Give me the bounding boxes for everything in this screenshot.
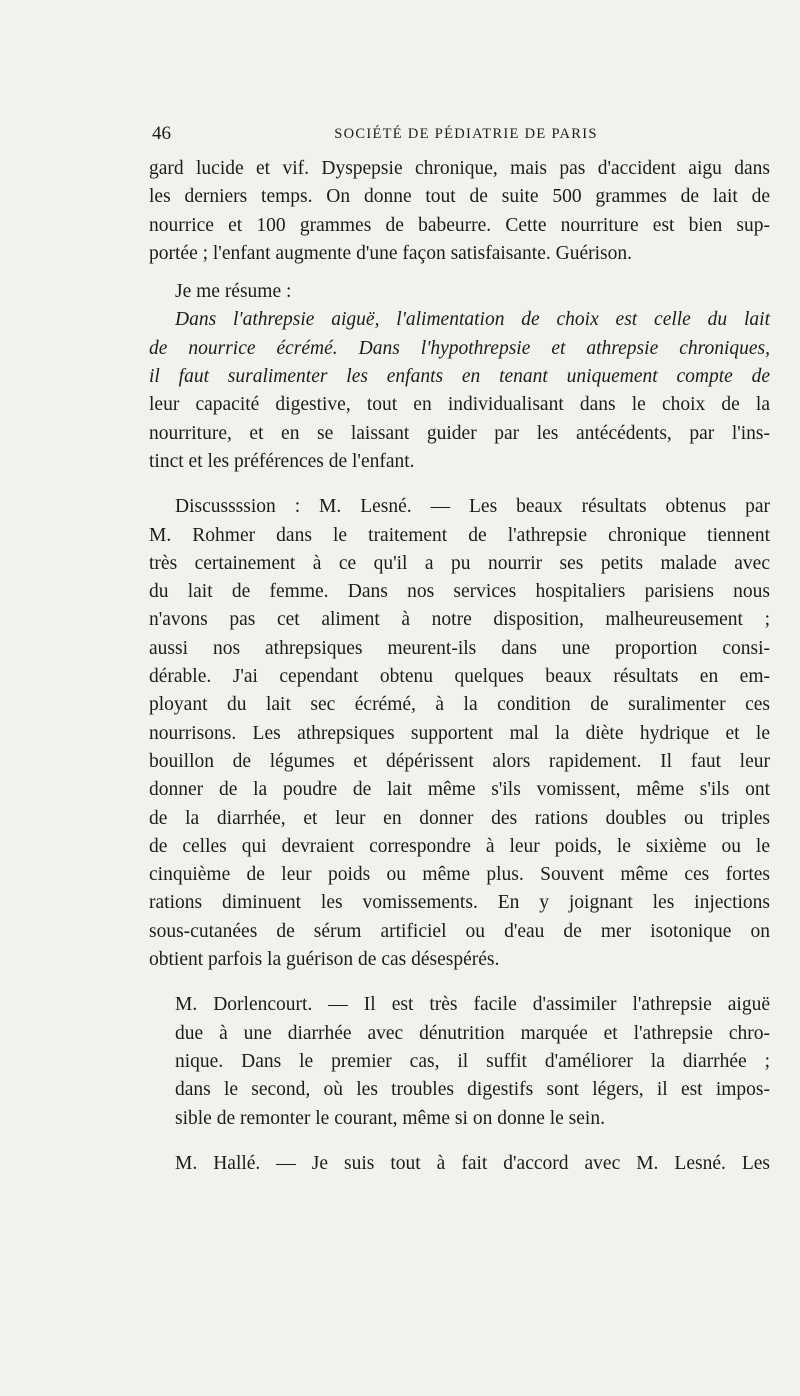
text-line: dans le second, où les troubles digestifs sont légers, il est impos-: [175, 1079, 770, 1101]
page-number: 46: [152, 123, 171, 144]
text-line: rations diminuent les vomissements. En y joignant les injections: [149, 892, 770, 914]
text-line: ployant du lait sec écrémé, à la condition de suralimenter ces: [149, 694, 770, 716]
text-line: dérable. J'ai cependant obtenu quelques beaux résultats en em-: [149, 666, 770, 688]
text-line: nourrice et 100 grammes de babeurre. Cette nourriture est bien sup-: [149, 214, 770, 236]
text-line: de la diarrhée, et leur en donner des rations doubles ou triples: [149, 807, 770, 829]
paragraph-discussion-lesne: [149, 493, 770, 974]
text-line: très certainement à ce qu'il a pu nourrir ses petits malade avec: [149, 552, 770, 574]
text-line: aussi nos athrepsiques meurent-ils dans une proportion consi-: [149, 637, 770, 659]
text-line: portée ; l'enfant augmente d'une façon satisfaisante. Guérison.: [149, 242, 632, 264]
text-line: leur capacité digestive, tout en individualisant dans le choix de la: [149, 394, 770, 416]
text-line: bouillon de légumes et dépérissent alors rapidement. Il faut leur: [149, 750, 770, 772]
text-line: nourrisons. Les athrepsiques supportent mal la diète hydrique et le: [149, 722, 770, 744]
italic-text: de nourrice écrémé. Dans l'hypothrepsie et athrepsie chroniques,: [149, 337, 770, 359]
running-title: SOCIÉTÉ DE PÉDIATRIE DE PARIS: [334, 126, 598, 142]
text-line: du lait de femme. Dans nos services hospitaliers parisiens nous: [149, 581, 770, 603]
text-line-italic: [149, 363, 770, 391]
text-line-italic: [149, 306, 770, 334]
italic-text: il faut suralimenter les enfants en tenant uniquement compte de: [149, 366, 770, 388]
text-line: M. Dorlencourt. — Il est très facile d'assimiler l'athrepsie aiguë: [175, 994, 770, 1016]
text-line: n'avons pas cet aliment à notre disposition, malheureusement ;: [149, 609, 770, 631]
text-line: de celles qui devraient correspondre à leur poids, le sixième ou le: [149, 835, 770, 857]
text-line: les derniers temps. On donne tout de suite 500 grammes de lait de: [149, 186, 770, 208]
text-line: nourriture, et en se laissant guider par les antécédents, par l'ins-: [149, 422, 770, 444]
text-line: sible de remonter le courant, même si on donne le sein.: [175, 1107, 605, 1129]
text-line: sous-cutanées de sérum artificiel ou d'eau de mer isotonique on: [149, 920, 770, 942]
italic-text: Dans l'athrepsie aiguë, l'alimentation de choix est celle du lait: [175, 309, 770, 331]
text-line-italic: [149, 335, 770, 363]
paragraph-dorlencourt: [149, 991, 770, 1132]
text-line: M. Rohmer dans le traitement de l'athrepsie chronique tiennent: [149, 524, 770, 546]
text-line: obtient parfois la guérison de cas désespérés.: [149, 949, 500, 971]
paragraph-halle: [149, 1150, 770, 1178]
page-body: [149, 155, 770, 1178]
text-line: M. Hallé. — Je suis tout à fait d'accord avec M. Lesné. Les: [175, 1152, 770, 1174]
paragraph-case-end: [149, 155, 770, 268]
page-header: [152, 123, 770, 147]
text-line: gard lucide et vif. Dyspepsie chronique, mais pas d'accident aigu dans: [149, 158, 770, 179]
text-line: tinct et les préférences de l'enfant.: [149, 450, 415, 472]
text-line: Discussssion : M. Lesné. — Les beaux résultats obtenus par: [175, 496, 770, 518]
text-line: donner de la poudre de lait même s'ils vomissent, même s'ils ont: [149, 779, 770, 801]
text-line: nique. Dans le premier cas, il suffit d'améliorer la diarrhée ;: [175, 1050, 770, 1072]
text-line: cinquième de leur poids ou même plus. Souvent même ces fortes: [149, 864, 770, 886]
text-line: Je me résume :: [175, 281, 292, 303]
paragraph-summary: [149, 278, 770, 476]
text-line: due à une diarrhée avec dénutrition marquée et l'athrepsie chro-: [175, 1022, 770, 1044]
